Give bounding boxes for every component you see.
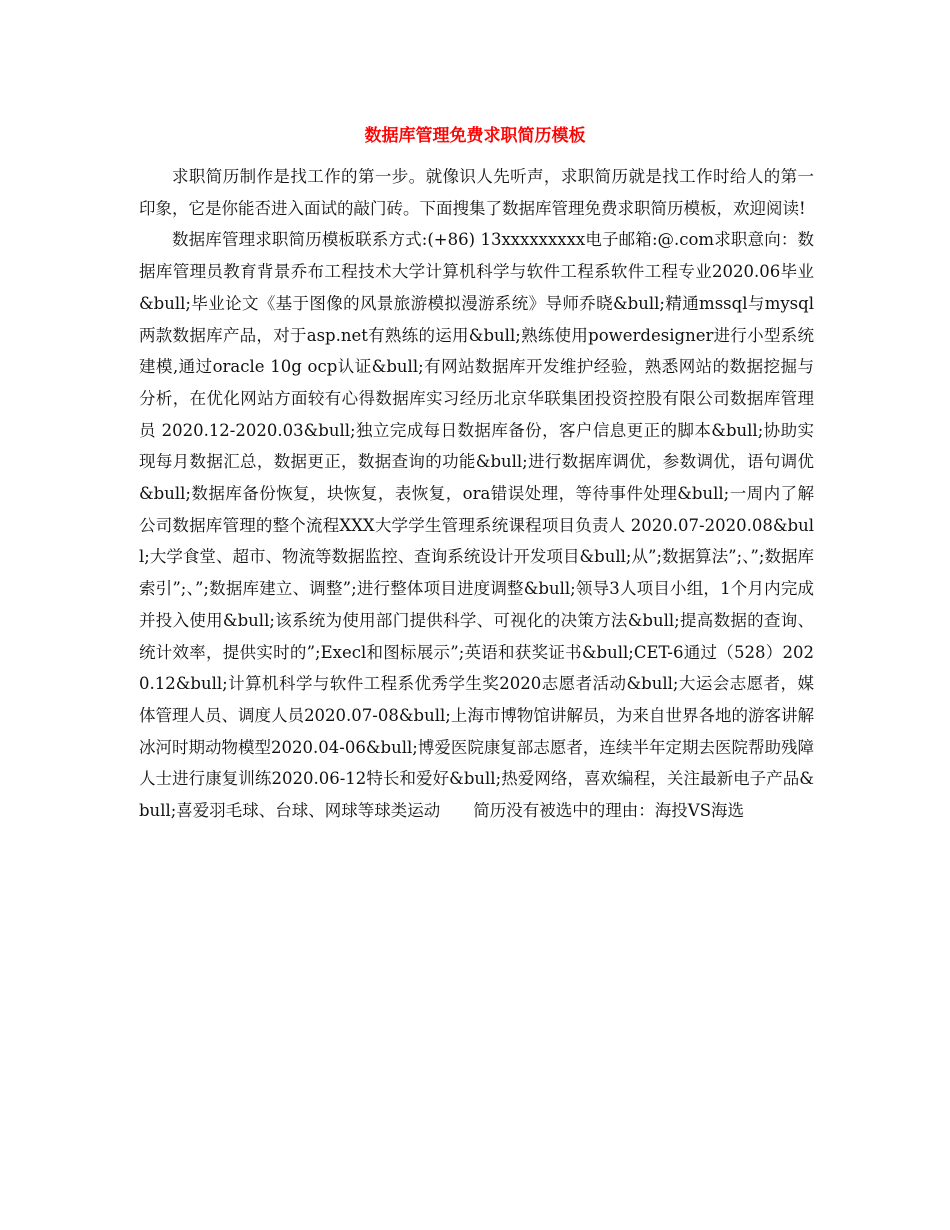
document-title: 数据库管理免费求职简历模板 — [364, 126, 586, 146]
intro-paragraph: 求职简历制作是找工作的第一步。就像识人先听声，求职简历就是找工作时给人的第一印象，它是你能否进入面试的敲门砖。下面搜集了数据库管理免费求职简历模板，欢迎阅读! — [139, 167, 814, 218]
document-body — [139, 160, 814, 827]
resume-paragraph: 数据库管理求职简历模板联系方式:(+86) 13xxxxxxxxx电子邮箱:@.com求职意向：数据库管理员教育背景乔布工程技术大学计算机科学与软件工程系软件工程专业2020.06毕业&bull;毕业论文《基于图像的风景旅游模拟漫游系统》导师乔晓&bull;精通mssql与mysql两款数据库产品，对于asp.net有熟练的运用&bull;熟练使用powerdesigner进行小型系统建模,通过oracle 10g ocp认证&bull;有网站数据库开发维护经验，熟悉网站的数据挖掘与分析，在优化网站方面较有心得数据库实习经历北京华联集团投资控股有限公司数据库管理员 2020.12-2020.03&bull;独立完成每日数据库备份，客户信息更正的脚本&bull;协助实现每月数据汇总，数据更正，数据查询的功能&bull;进行数据库调优，参数调优，语句调优&bull;数据库备份恢复，块恢复，表恢复，ora错误处理，等待事件处理&bull;一周内了解公司数据库管理的整个流程XXX大学学生管理系统课程项目负责人 2020.07-2020.08&bull;大学食堂、超市、物流等数据监控、查询系统设计开发项目&bull;从”;数据算法”;、”;数据库索引”;、”;数据库建立、调整”;进行整体项目进度调整&bull;领导3人项目小组，1个月内完成并投入使用&bull;该系统为使用部门提供科学、可视化的决策方法&bull;提高数据的查询、统计效率，提供实时的”;Execl和图标展示”;英语和获奖证书&bull;CET-6通过（528）2020.12&bull;计算机科学与软件工程系优秀学生奖2020志愿者活动&bull;大运会志愿者，媒体管理人员、调度人员2020.07-08&bull;上海市博物馆讲解员，为来自世界各地的游客讲解冰河时期动物模型2020.04-06&bull;博爱医院康复部志愿者，连续半年定期去医院帮助残障人士进行康复训练2020.06-12特长和爱好&bull;热爱网络，喜欢编程，关注最新电子产品&bull;喜爱羽毛球、台球、网球等球类运动 简历没有被选中的理由：海投VS海选 — [139, 230, 814, 821]
